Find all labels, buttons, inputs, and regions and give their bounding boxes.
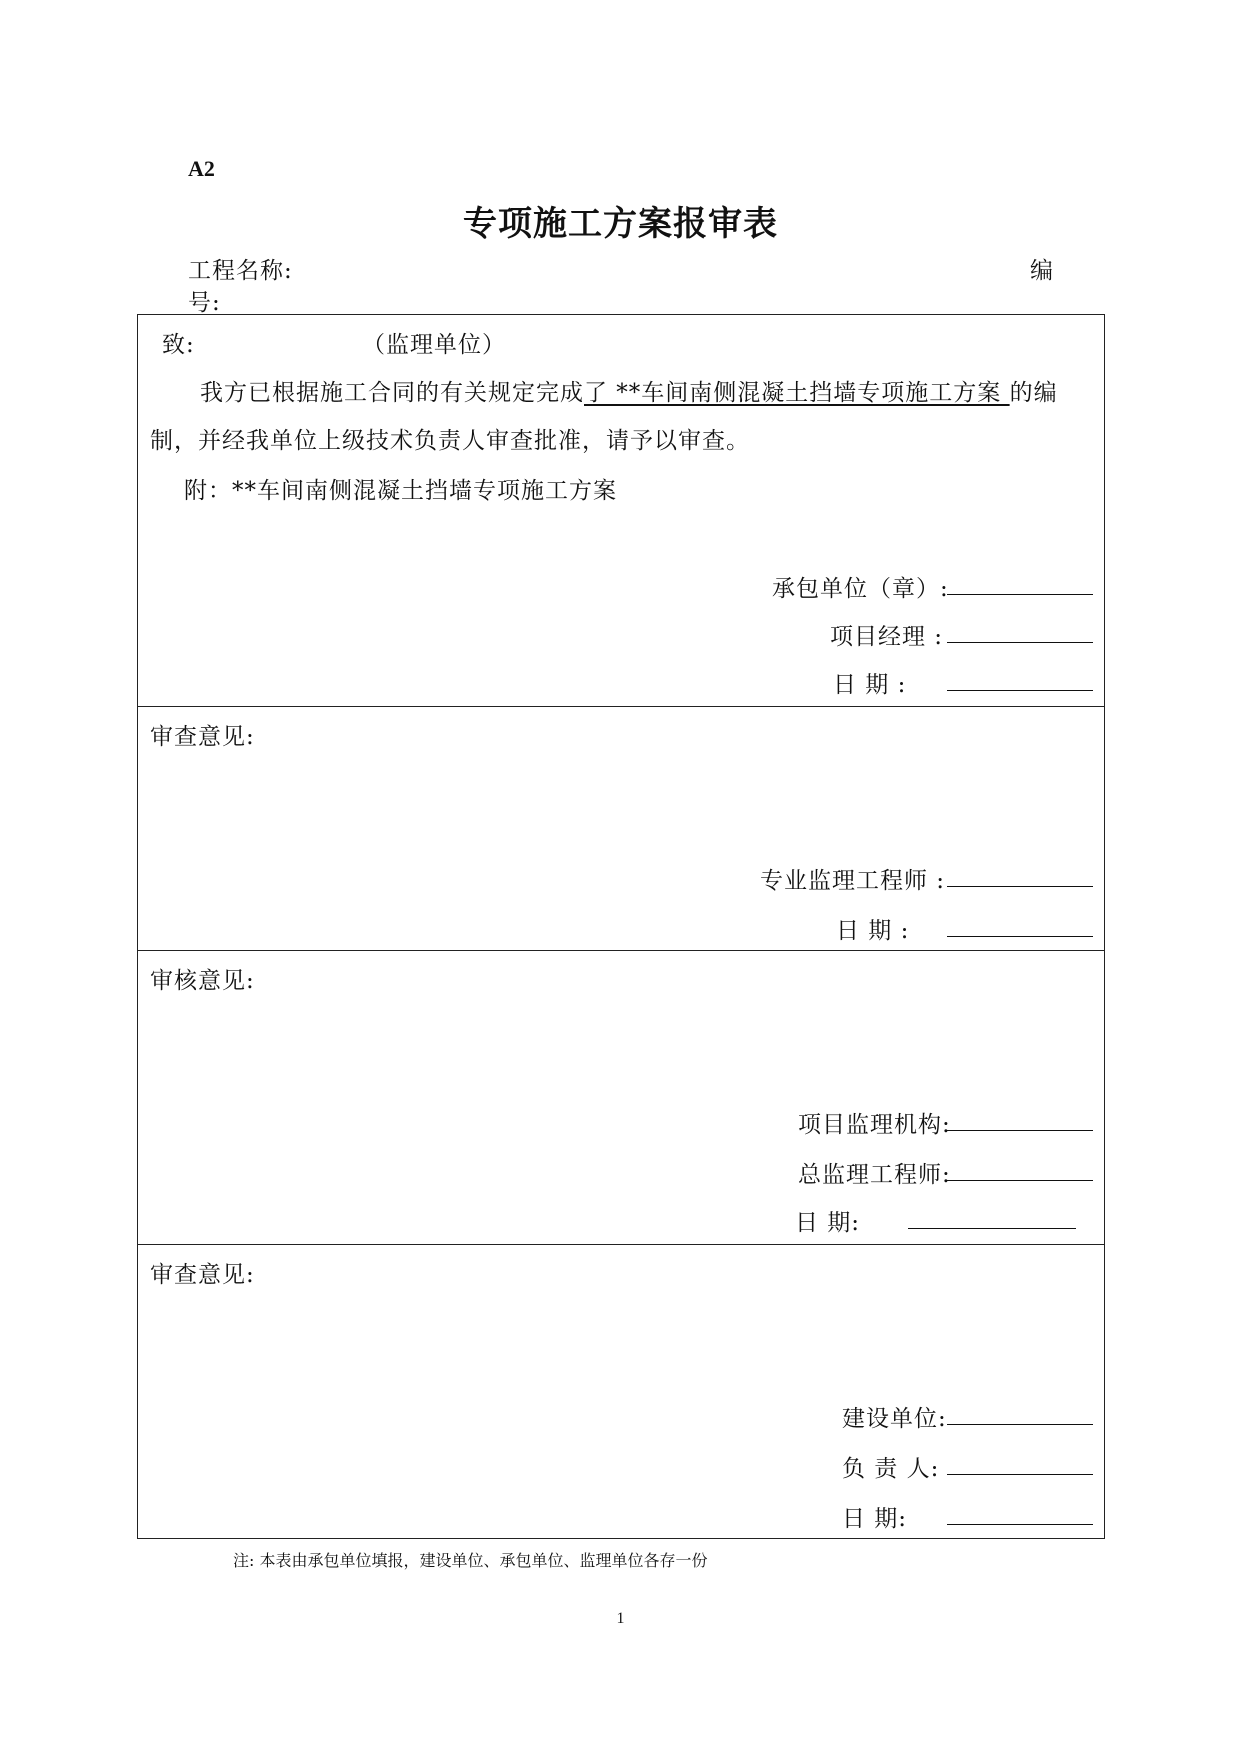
scheme-name-underlined: 了 **车间南侧混凝土挡墙专项施工方案 — [584, 380, 1010, 406]
chief-engineer-signature-line — [947, 1180, 1093, 1181]
audit-opinion-heading: 审核意见: — [150, 968, 255, 994]
supervisor-unit-label: （监理单位） — [362, 332, 506, 358]
date-label-2: 日 期 : — [836, 918, 910, 944]
to-label: 致: — [162, 332, 195, 358]
form-title: 专项施工方案报审表 — [463, 204, 778, 244]
number-label-part1: 编 — [1030, 258, 1054, 284]
date-label-3: 日 期: — [795, 1210, 861, 1236]
body-line-1 — [200, 374, 1058, 407]
body-text-part2: 的编 — [1009, 380, 1058, 406]
review-opinion-heading-2: 审查意见: — [150, 1262, 255, 1288]
body-line-2: 制，并经我单位上级技术负责人审查批准，请予以审查。 — [150, 428, 750, 454]
chief-engineer-label: 总监理工程师: — [798, 1162, 951, 1188]
supervision-org-signature-line — [947, 1130, 1093, 1131]
contractor-label: 承包单位（章）: — [772, 576, 949, 602]
responsible-person-label: 负 责 人: — [842, 1456, 940, 1482]
date-label-1: 日 期 : — [833, 672, 907, 698]
divider-3 — [137, 1244, 1105, 1245]
footer-note: 注: 本表由承包单位填报，建设单位、承包单位、监理单位各存一份 — [233, 1551, 708, 1570]
project-name-label: 工程名称: — [188, 258, 293, 284]
divider-2 — [137, 950, 1105, 951]
date-line-4 — [947, 1524, 1093, 1525]
page-number: 1 — [616, 1610, 625, 1627]
date-line-2 — [947, 936, 1093, 937]
date-label-4: 日 期: — [842, 1506, 908, 1532]
body-text-part1: 我方已根据施工合同的有关规定完成 — [200, 380, 584, 406]
attachment-line: 附：**车间南侧混凝土挡墙专项施工方案 — [184, 478, 617, 504]
number-label-part2: 号: — [188, 290, 221, 316]
contractor-signature-line — [947, 594, 1093, 595]
divider-1 — [137, 706, 1105, 707]
supervision-org-label: 项目监理机构: — [798, 1112, 951, 1138]
owner-unit-signature-line — [947, 1424, 1093, 1425]
responsible-person-signature-line — [947, 1474, 1093, 1475]
manager-label: 项目经理 : — [830, 624, 944, 650]
date-line-3 — [908, 1228, 1076, 1229]
engineer-signature-line — [947, 886, 1093, 887]
owner-unit-label: 建设单位: — [842, 1406, 947, 1432]
date-line-1 — [947, 690, 1093, 691]
manager-signature-line — [947, 642, 1093, 643]
form-code: A2 — [188, 156, 215, 181]
review-opinion-heading-1: 审查意见: — [150, 724, 255, 750]
engineer-label: 专业监理工程师 : — [760, 868, 946, 894]
